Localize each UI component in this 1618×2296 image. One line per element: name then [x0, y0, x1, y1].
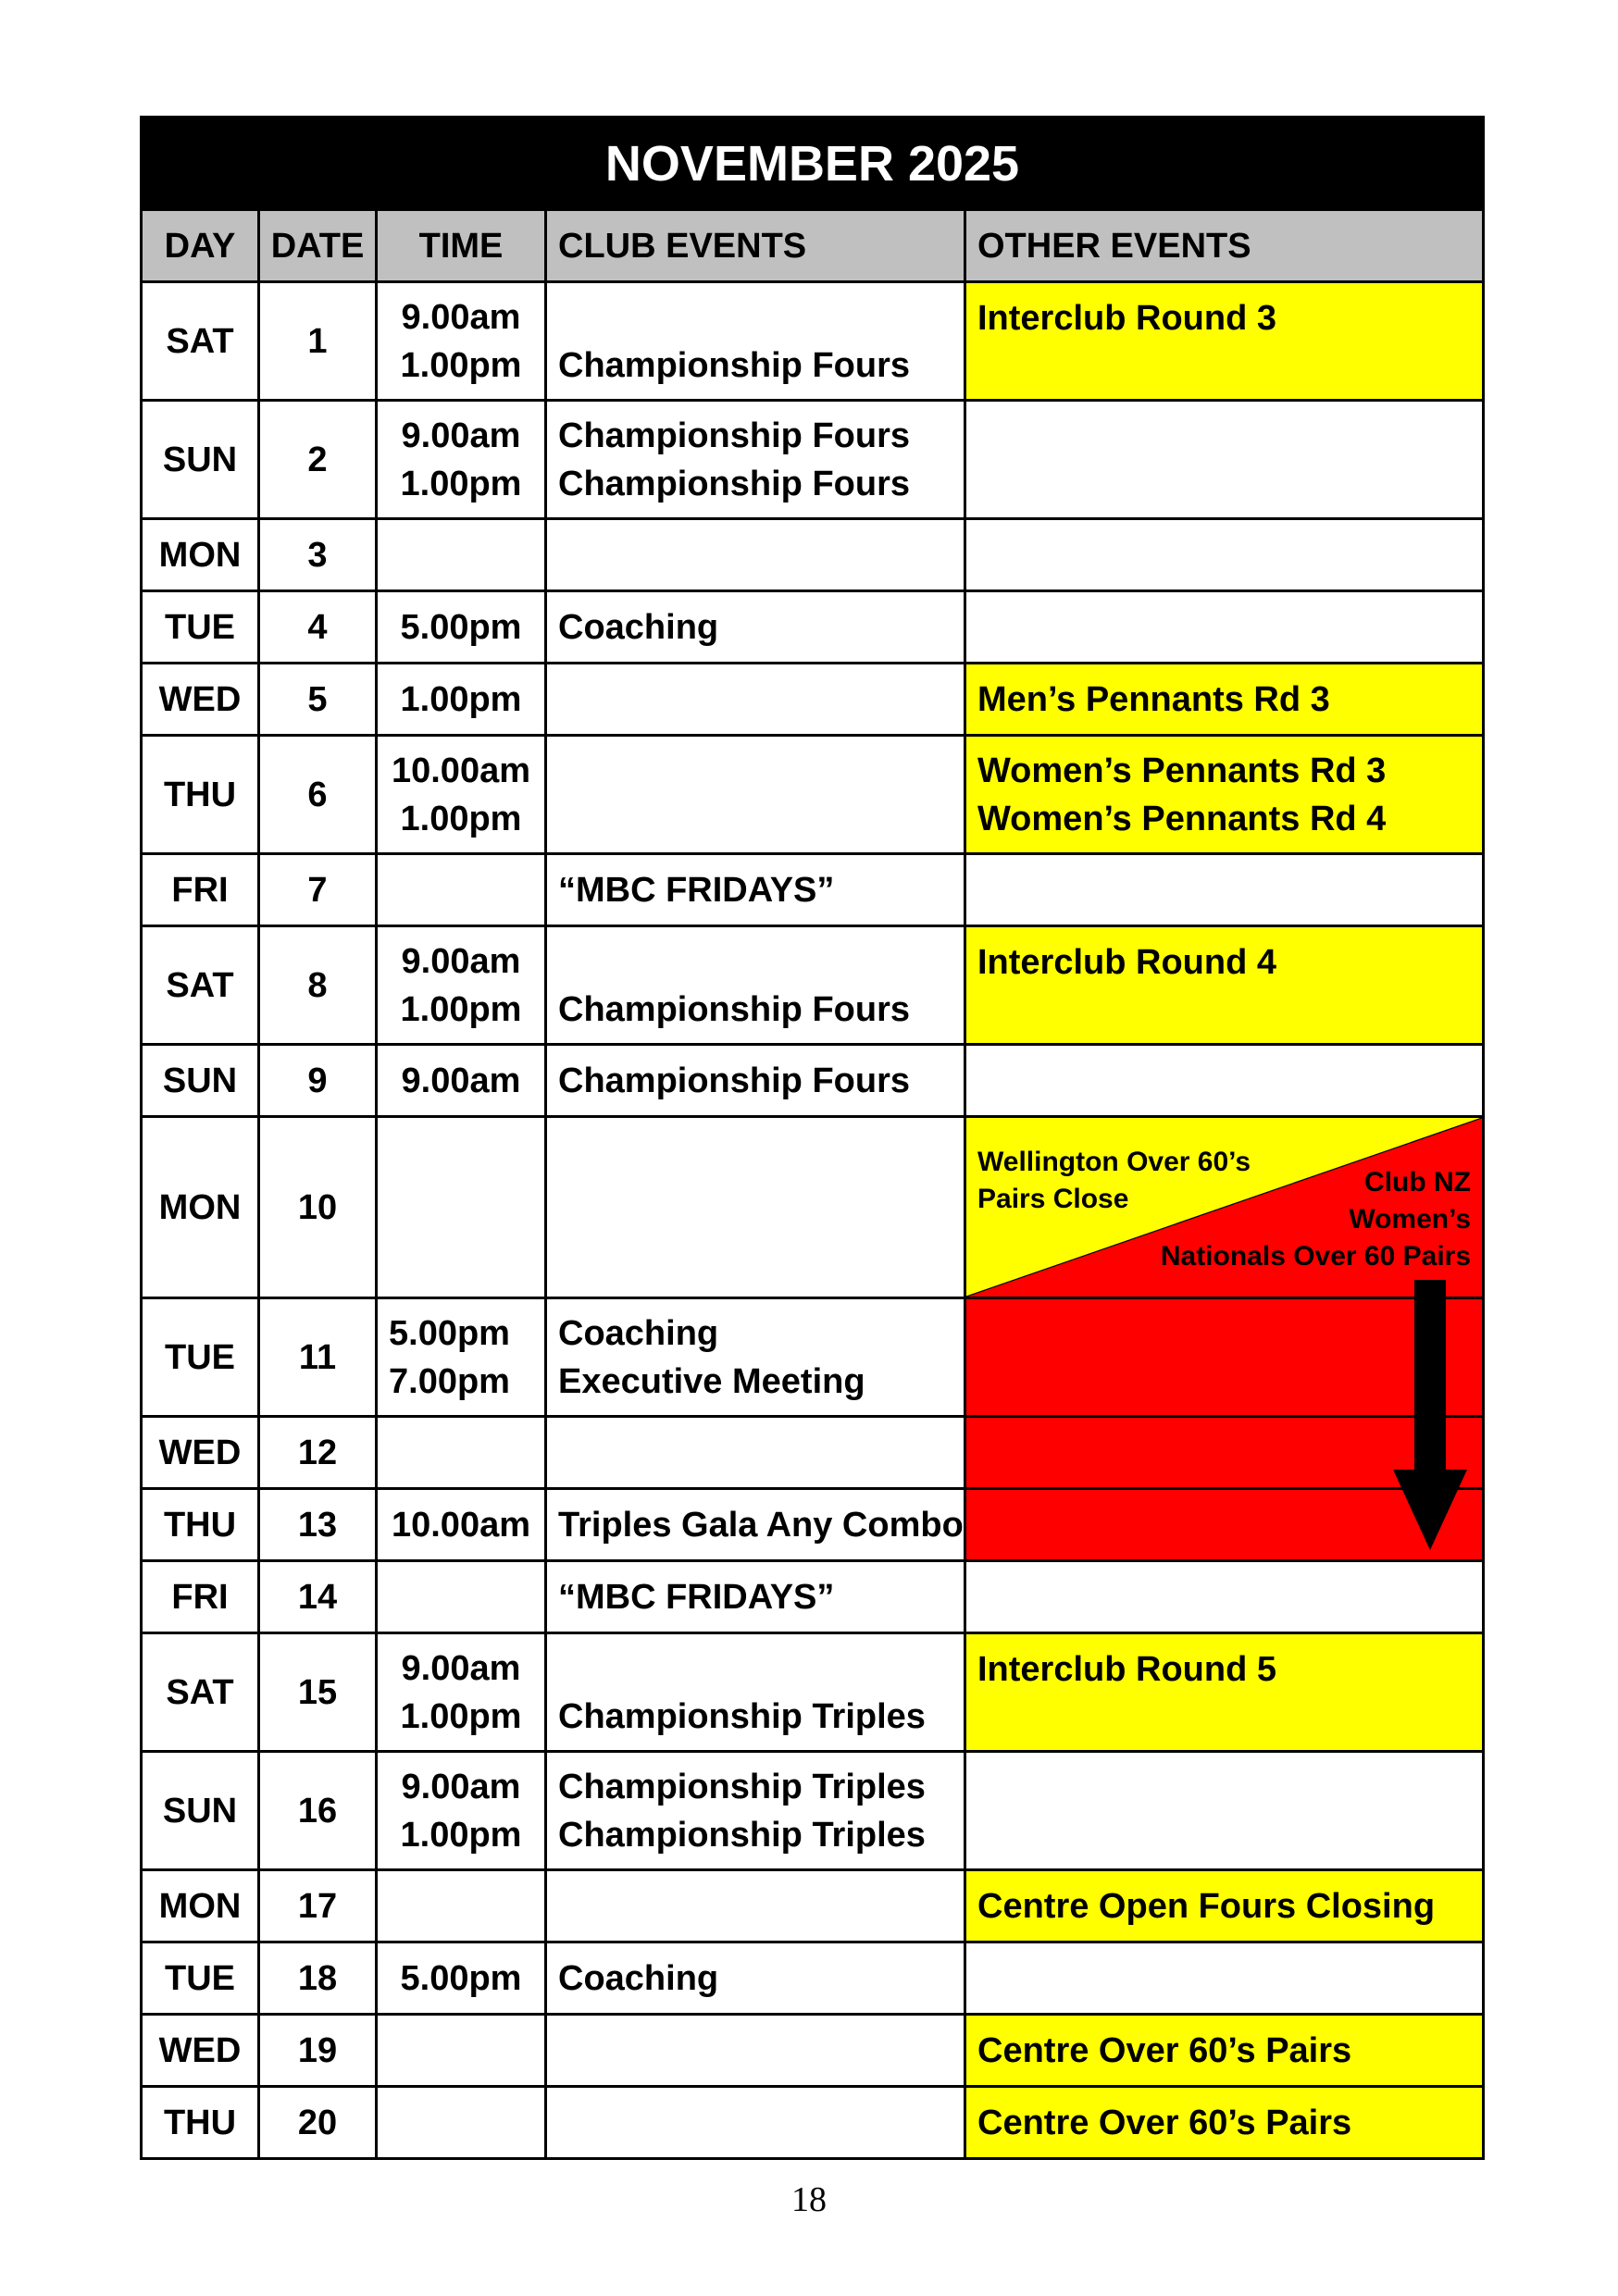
day-cell: MON [142, 519, 259, 591]
time-cell [377, 2015, 546, 2087]
table-row [142, 401, 1484, 519]
table-row [142, 519, 1484, 591]
date-cell: 9 [259, 1045, 377, 1117]
other-event-line [977, 436, 1482, 484]
split-right-text [1161, 1164, 1471, 1275]
club-event-line: Championship Fours [558, 345, 910, 385]
club-event-cell [546, 1752, 965, 1870]
table-row [142, 1117, 1484, 1298]
calendar-table [140, 116, 1485, 2160]
club-event-cell [546, 1870, 965, 1942]
club-event-line: Coaching [558, 1313, 719, 1353]
time-line: 1.00pm [400, 679, 522, 719]
other-event-line: Centre Over 60’s Pairs [977, 2103, 1352, 2142]
club-event-cell [546, 1942, 965, 2015]
club-event-line: “MBC FRIDAYS” [558, 870, 835, 910]
club-event-line: “MBC FRIDAYS” [558, 1577, 835, 1617]
time-line: 9.00am [401, 941, 521, 981]
day-cell: WED [142, 1417, 259, 1489]
time-line [378, 2099, 544, 2147]
time-cell [377, 664, 546, 736]
other-event-cell [965, 1633, 1484, 1752]
club-event-line: Championship Triples [558, 1696, 926, 1736]
table-row [142, 1561, 1484, 1633]
other-event-cell [965, 736, 1484, 854]
other-event-line [977, 1787, 1482, 1835]
other-event-cell [965, 926, 1484, 1045]
day-cell: SAT [142, 282, 259, 401]
time-cell [377, 519, 546, 591]
split-left-line: Pairs Close [977, 1184, 1129, 1214]
day-cell: THU [142, 1489, 259, 1561]
club-event-line: Coaching [558, 607, 719, 647]
time-line: 1.00pm [400, 464, 522, 503]
club-event-line [558, 771, 964, 819]
club-event-cell [546, 1298, 965, 1417]
other-event-cell [965, 1752, 1484, 1870]
club-event-line: Coaching [558, 1958, 719, 1998]
date-cell: 4 [259, 591, 377, 664]
col-header-time: TIME [377, 210, 546, 282]
club-event-cell [546, 736, 965, 854]
time-line: 10.00am [391, 1505, 530, 1545]
club-event-cell [546, 1045, 965, 1117]
date-cell: 12 [259, 1417, 377, 1489]
table-row [142, 926, 1484, 1045]
time-cell [377, 1752, 546, 1870]
club-event-cell [546, 1117, 965, 1298]
table-row [142, 2087, 1484, 2159]
club-event-cell [546, 664, 965, 736]
time-line: 9.00am [401, 416, 521, 455]
time-cell [377, 926, 546, 1045]
table-row [142, 854, 1484, 926]
time-line: 9.00am [401, 297, 521, 337]
table-row [142, 664, 1484, 736]
club-event-cell [546, 854, 965, 926]
time-line [378, 1573, 544, 1621]
table-row [142, 1298, 1484, 1417]
table-row [142, 736, 1484, 854]
club-event-cell [546, 1489, 965, 1561]
time-cell [377, 591, 546, 664]
day-cell: THU [142, 2087, 259, 2159]
time-line: 10.00am [391, 751, 530, 790]
time-line: 1.00pm [400, 345, 522, 385]
club-event-cell [546, 401, 965, 519]
other-event-cell [965, 1561, 1484, 1633]
time-line: 1.00pm [400, 1815, 522, 1855]
club-event-line: Triples Gala Any Combo [558, 1505, 964, 1545]
other-event-cell [965, 1942, 1484, 2015]
club-event-cell [546, 1633, 965, 1752]
club-event-line [558, 937, 964, 986]
club-event-line [558, 676, 964, 724]
date-cell: 18 [259, 1942, 377, 2015]
club-event-cell [546, 2015, 965, 2087]
day-cell: FRI [142, 1561, 259, 1633]
club-event-line [558, 531, 964, 579]
club-event-line: Executive Meeting [558, 1361, 865, 1401]
time-line: 5.00pm [400, 1958, 522, 1998]
club-event-line: Championship Fours [558, 1061, 910, 1100]
time-cell [377, 854, 546, 926]
other-event-line: Interclub Round 5 [977, 1650, 1276, 1689]
time-cell [377, 1298, 546, 1417]
time-cell [377, 1417, 546, 1489]
other-event-line: Centre Over 60’s Pairs [977, 2030, 1352, 2070]
time-cell [377, 1561, 546, 1633]
col-header-other-events: OTHER EVENTS [965, 210, 1484, 282]
other-event-cell [965, 401, 1484, 519]
time-line [378, 1184, 544, 1232]
col-header-day: DAY [142, 210, 259, 282]
club-event-cell [546, 1561, 965, 1633]
club-event-line [558, 2099, 964, 2147]
other-event-line: Men’s Pennants Rd 3 [977, 679, 1330, 719]
day-cell: MON [142, 1117, 259, 1298]
table-row [142, 2015, 1484, 2087]
club-event-line: Championship Fours [558, 416, 910, 455]
split-left-line: Wellington Over 60’s [977, 1147, 1251, 1177]
other-event-cell [965, 1870, 1484, 1942]
day-cell: SUN [142, 1752, 259, 1870]
other-event-line: Women’s Pennants Rd 4 [977, 799, 1387, 838]
table-row [142, 1045, 1484, 1117]
split-right-line: Women’s [1349, 1204, 1472, 1235]
time-line [378, 1429, 544, 1477]
date-cell: 14 [259, 1561, 377, 1633]
time-cell [377, 282, 546, 401]
date-cell: 17 [259, 1870, 377, 1942]
header-row [142, 210, 1484, 282]
split-right-line: Nationals Over 60 Pairs [1160, 1241, 1472, 1272]
day-cell: TUE [142, 1298, 259, 1417]
day-cell: THU [142, 736, 259, 854]
club-event-line [558, 2027, 964, 2075]
other-event-cell [965, 2015, 1484, 2087]
club-event-cell [546, 2087, 965, 2159]
time-line: 9.00am [401, 1648, 521, 1688]
club-event-line [558, 1429, 964, 1477]
time-cell [377, 2087, 546, 2159]
col-header-club-events: CLUB EVENTS [546, 210, 965, 282]
page-number: 18 [791, 2180, 827, 2219]
day-cell: MON [142, 1870, 259, 1942]
day-cell: SUN [142, 1045, 259, 1117]
table-row [142, 1752, 1484, 1870]
club-event-line [558, 1644, 964, 1693]
time-line: 9.00am [401, 1061, 521, 1100]
time-line: 9.00am [401, 1767, 521, 1806]
day-cell: SAT [142, 926, 259, 1045]
time-line: 7.00pm [389, 1361, 510, 1401]
other-event-line: Women’s Pennants Rd 3 [977, 751, 1387, 790]
day-cell: SAT [142, 1633, 259, 1752]
time-line [378, 866, 544, 914]
date-cell: 10 [259, 1117, 377, 1298]
time-line [378, 2027, 544, 2075]
col-header-date: DATE [259, 210, 377, 282]
table-row [142, 1417, 1484, 1489]
day-cell: WED [142, 664, 259, 736]
date-cell: 3 [259, 519, 377, 591]
club-event-line: Championship Fours [558, 464, 910, 503]
other-event-line [977, 1573, 1482, 1621]
other-event-cell [965, 519, 1484, 591]
time-line: 1.00pm [400, 1696, 522, 1736]
date-cell: 1 [259, 282, 377, 401]
date-cell: 16 [259, 1752, 377, 1870]
other-event-line [977, 1057, 1482, 1105]
table-row [142, 591, 1484, 664]
calendar-title: NOVEMBER 2025 [142, 118, 1484, 210]
date-cell: 6 [259, 736, 377, 854]
other-event-cell [965, 591, 1484, 664]
club-event-line [558, 293, 964, 341]
other-event-split-cell [965, 1117, 1484, 1298]
date-cell: 11 [259, 1298, 377, 1417]
time-line [378, 531, 544, 579]
day-cell: FRI [142, 854, 259, 926]
arrow-down-icon [1393, 1280, 1467, 1550]
club-event-line: Championship Fours [558, 989, 910, 1029]
other-event-line [977, 866, 1482, 914]
other-event-line [977, 1955, 1482, 2003]
day-cell: TUE [142, 591, 259, 664]
table-row [142, 282, 1484, 401]
table-row [142, 1489, 1484, 1561]
time-cell [377, 1045, 546, 1117]
other-event-line: Interclub Round 4 [977, 943, 1276, 982]
other-event-cell [965, 664, 1484, 736]
time-cell [377, 1942, 546, 2015]
time-line: 5.00pm [400, 607, 522, 647]
other-event-cell [965, 854, 1484, 926]
date-cell: 13 [259, 1489, 377, 1561]
club-event-line: Championship Triples [558, 1815, 926, 1855]
time-cell [377, 736, 546, 854]
other-event-line: Interclub Round 3 [977, 299, 1276, 338]
other-event-cell [965, 1045, 1484, 1117]
time-line [378, 1882, 544, 1930]
club-event-cell [546, 591, 965, 664]
time-cell [377, 1117, 546, 1298]
table-row [142, 1942, 1484, 2015]
other-event-cell [965, 2087, 1484, 2159]
time-line: 5.00pm [389, 1313, 510, 1353]
time-line: 1.00pm [400, 989, 522, 1029]
club-event-cell [546, 519, 965, 591]
other-event-cell [965, 282, 1484, 401]
time-cell [377, 1489, 546, 1561]
date-cell: 20 [259, 2087, 377, 2159]
club-event-cell [546, 1417, 965, 1489]
time-cell [377, 401, 546, 519]
table-row [142, 1633, 1484, 1752]
other-event-line [977, 603, 1482, 652]
date-cell: 8 [259, 926, 377, 1045]
club-event-line [558, 1184, 964, 1232]
other-event-line [977, 531, 1482, 579]
club-event-line [558, 1882, 964, 1930]
club-event-cell [546, 282, 965, 401]
table-row [142, 1870, 1484, 1942]
date-cell: 7 [259, 854, 377, 926]
date-cell: 19 [259, 2015, 377, 2087]
time-cell [377, 1870, 546, 1942]
time-cell [377, 1633, 546, 1752]
date-cell: 2 [259, 401, 377, 519]
split-right-line: Club NZ [1364, 1167, 1472, 1198]
time-line: 1.00pm [400, 799, 522, 838]
club-event-cell [546, 926, 965, 1045]
day-cell: SUN [142, 401, 259, 519]
date-cell: 15 [259, 1633, 377, 1752]
club-event-line: Championship Triples [558, 1767, 926, 1806]
day-cell: WED [142, 2015, 259, 2087]
day-cell: TUE [142, 1942, 259, 2015]
date-cell: 5 [259, 664, 377, 736]
other-event-line: Centre Open Fours Closing [977, 1886, 1436, 1926]
